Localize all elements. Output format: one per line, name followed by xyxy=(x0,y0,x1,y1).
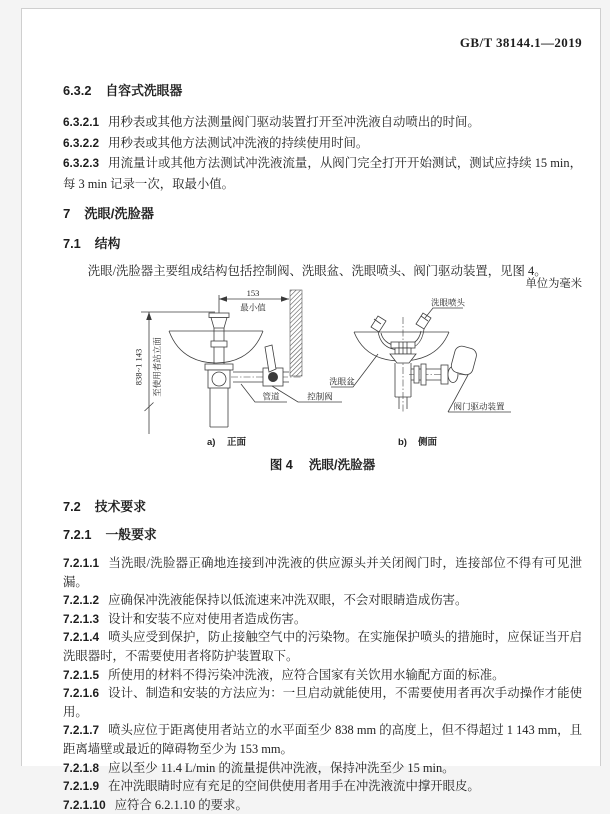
subfigure-a-label: 正面 xyxy=(227,437,247,448)
subfigure-a-number: a) xyxy=(207,437,216,448)
clause-7-2-1-10: 7.2.1.10 应符合 6.2.1.10 的要求。 xyxy=(63,797,248,812)
valve-actuator-paddle xyxy=(450,345,478,377)
clause-7-2-1-7: 7.2.1.7 喷头应位于距离使用者站立的水平面至少 838 mm 的高度上，但不得超过 1 143 mm，且距离墙壁或最近的障碍物至少为 153 mm。 xyxy=(63,723,582,756)
clause-6-3-2-3: 6.3.2.3 用流量计或其他方法测试冲洗液流量，从阀门完全打开开始测试，测试应持续 15 min，每 3 min 记录一次，取最小值。 xyxy=(63,156,582,191)
clause-7-2-1-9: 7.2.1.9 在冲洗眼睛时应有充足的空间供使用者用手在冲洗液流中撑开眼皮。 xyxy=(63,779,480,794)
document-page xyxy=(21,8,601,812)
basin-front xyxy=(169,331,263,364)
valve-actuator-label: 阀门驱动装置 xyxy=(453,401,505,412)
clause-7-2-1-4: 7.2.1.4 喷头应受到保护，防止接触空气中的污染物。在实施保护喷头的措施时，应保证当开启洗眼器时，不需要使用者将防护装置取下。 xyxy=(63,630,582,663)
front-view-diagram xyxy=(134,288,343,448)
clause-list-7-2-1 xyxy=(63,554,582,814)
clause-7-2-1-1: 7.2.1.1 当洗眼/洗脸器正确地连接到冲洗液的供应源头并关闭阀门时，连接部位不得有可见泄漏。 xyxy=(63,556,582,589)
dimension-arrow-up-icon xyxy=(146,312,152,320)
page-content xyxy=(63,9,582,814)
figure-4-drawing xyxy=(129,283,589,449)
standard-code: GB/T 38144.1—2019 xyxy=(459,35,582,50)
clause-7-2-1-6: 7.2.1.6 设计、制造和安装的方法应为：一旦启动就能使用，不需要使用者再次手动操作才能使用。 xyxy=(63,686,582,719)
figure-4 xyxy=(63,283,582,449)
heading-number: 6.3.2 xyxy=(63,83,92,98)
heading-7-2-1: 7.2.1 一般要求 xyxy=(63,527,157,542)
clause-6-3-2-2: 6.3.2.2 用秒表或其他方法测试冲洗液的持续使用时间。 xyxy=(63,135,369,150)
heading-title: 自容式洗眼器 xyxy=(105,83,183,98)
clause-7-2-1-8: 7.2.1.8 应以至少 11.4 L/min 的流量提供冲洗液，保持冲洗至少 15 min。 xyxy=(63,760,455,775)
height-dimension-note: 至使用者站立面 xyxy=(152,337,162,397)
heading-7: 7 洗眼/洗脸器 xyxy=(63,206,154,221)
spray-head-leader-line xyxy=(425,308,463,318)
basin-label: 洗眼盆 xyxy=(329,376,355,387)
heading-6-3-2 xyxy=(63,83,582,99)
dimension-arrow-left-icon xyxy=(219,296,227,301)
dimension-arrow-right-icon xyxy=(281,296,289,301)
pipe-label: 管道 xyxy=(262,391,280,402)
clause-6-3-2-1: 6.3.2.1 用秒表或其他方法测量阀门驱动装置打开至冲洗液自动喷出的时间。 xyxy=(63,115,480,129)
structure-paragraph: 洗眼/洗脸器主要组成结构包括控制阀、洗眼盆、洗眼喷头、阀门驱动装置，见图 4。 xyxy=(87,264,547,278)
heading-7-1: 7.1 结构 xyxy=(63,236,121,251)
clause-list-6-3-2 xyxy=(63,112,582,194)
clause-7-2-1-3: 7.2.1.3 设计和安装不应对使用者造成伤害。 xyxy=(63,611,307,626)
side-view-diagram xyxy=(329,298,511,449)
figure-caption-title: 洗眼/洗脸器 xyxy=(308,458,376,472)
actuator-assembly-side xyxy=(409,345,478,385)
units-note: 单位为毫米 xyxy=(525,278,582,290)
height-dimension-value: 838~1 143 xyxy=(133,348,144,386)
figure-caption-number: 图 4 xyxy=(269,458,293,472)
wall-hatch xyxy=(290,290,302,376)
spray-head-label: 洗眼喷头 xyxy=(430,297,466,308)
heading-7-2: 7.2 技术要求 xyxy=(63,499,146,514)
figure-caption xyxy=(63,457,582,473)
pipe-assembly-front xyxy=(205,345,301,427)
width-dimension-value: 153 xyxy=(246,288,260,298)
clause-7-2-1-5: 7.2.1.5 所使用的材料不得污染冲洗液，应符合国家有关饮用水输配方面的标准。 xyxy=(63,667,505,682)
subfigure-b-number: b) xyxy=(398,437,407,448)
spray-head-front xyxy=(209,313,229,347)
width-dimension-note: 最小值 xyxy=(240,302,266,313)
subfigure-b-label: 侧面 xyxy=(418,437,438,448)
control-valve-label: 控制阀 xyxy=(307,391,333,402)
clause-7-2-1-2: 7.2.1.2 应确保冲洗液能保持以低流速来冲洗双眼，不会对眼睛造成伤害。 xyxy=(63,593,468,608)
